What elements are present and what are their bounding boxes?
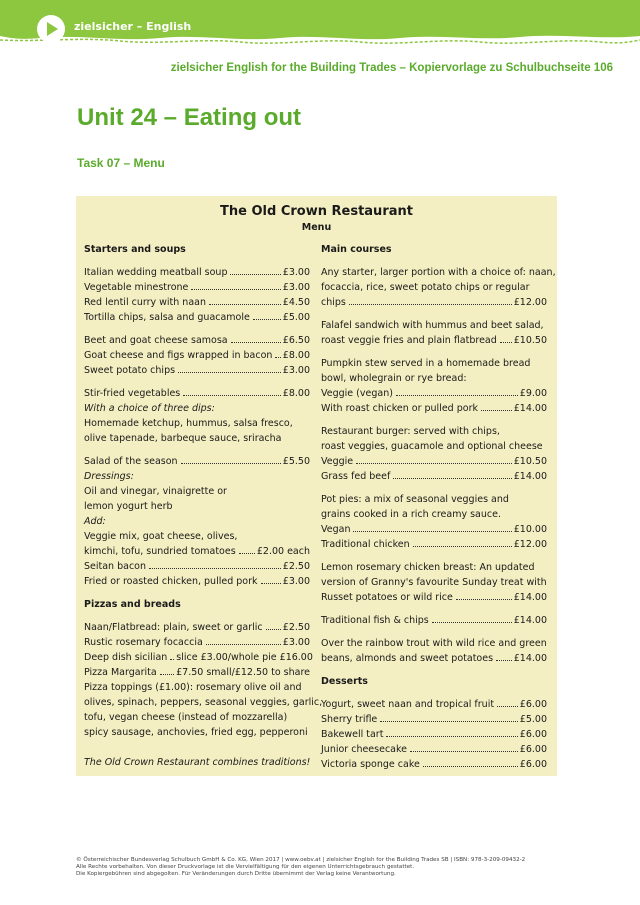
menu-item — [321, 699, 547, 711]
menu-item-price: £3.00 — [282, 267, 310, 278]
menu-item-price: £3.00 — [282, 365, 310, 376]
menu-item-name: Stir-fried vegetables — [84, 388, 181, 399]
menu-section-heading: Pizzas and breads — [84, 599, 181, 610]
menu-item — [321, 403, 547, 415]
menu-item — [321, 653, 547, 665]
dot-leader — [160, 674, 174, 675]
menu-item — [321, 456, 547, 468]
menu-text: Dressings: — [84, 471, 134, 482]
menu-item-name: beans, almonds and sweet potatoes — [321, 653, 494, 664]
dot-leader — [253, 319, 281, 320]
menu-item-name: roast veggie fries and plain flatbread — [321, 335, 497, 346]
dot-leader — [410, 751, 518, 752]
menu-item-name: kimchi, tofu, sundried tomatoes — [84, 546, 236, 557]
menu-item — [321, 524, 547, 536]
menu-text: lemon yogurt herb — [84, 501, 173, 512]
menu-item-name: Salad of the season — [84, 456, 178, 467]
menu-item-price: £3.00 — [282, 637, 310, 648]
menu-item — [84, 561, 310, 573]
menu-item-price: £10.50 — [513, 456, 547, 467]
dot-leader — [170, 659, 174, 660]
logo-badge — [37, 15, 65, 43]
menu-item-price: £7.50 small/£12.50 to share — [176, 667, 310, 678]
menu-item-name: Italian wedding meatball soup — [84, 267, 228, 278]
menu-item-price: £2.50 — [282, 622, 310, 633]
dot-leader — [393, 478, 511, 479]
menu-item-name: Sweet potato chips — [84, 365, 176, 376]
menu-item-name: Goat cheese and figs wrapped in bacon — [84, 350, 273, 361]
menu-text: version of Granny's favourite Sunday treat with — [321, 577, 547, 588]
menu-item-price: £6.50 — [282, 335, 310, 346]
menu-text: Any starter, larger portion with a choice of: naan, — [321, 267, 556, 278]
menu-section-heading: Desserts — [321, 676, 368, 687]
menu-item — [84, 576, 310, 588]
menu-text: The Old Crown Restaurant combines traditions! — [84, 757, 311, 768]
menu-text: Restaurant burger: served with chips, — [321, 426, 500, 437]
menu-item-name: Traditional fish & chips — [321, 615, 429, 626]
menu-text: spicy sausage, anchovies, fried egg, pepperoni — [84, 727, 308, 738]
menu-item-name: Red lentil curry with naan — [84, 297, 206, 308]
menu-item-price: £6.00 — [519, 759, 547, 770]
dot-leader — [261, 583, 281, 584]
brand-name: zielsicher – English — [74, 20, 192, 33]
menu-item-price: £12.00 — [513, 297, 547, 308]
menu-text: Pot pies: a mix of seasonal veggies and — [321, 494, 509, 505]
menu-item-name: Tortilla chips, salsa and guacamole — [84, 312, 250, 323]
menu-item — [84, 388, 310, 400]
menu-text: roast veggies, guacamole and optional cheese — [321, 441, 543, 452]
menu-item-name: With roast chicken or pulled pork — [321, 403, 478, 414]
dot-leader — [481, 410, 512, 411]
menu-item-name: Sherry trifle — [321, 714, 378, 725]
menu-item-name: Rustic rosemary focaccia — [84, 637, 203, 648]
footer-line: Alle Rechte vorbehalten. Von dieser Druckvorlage ist die Vervielfältigung für den eigenen Unterrichtsgebrauch gestattet. — [76, 864, 415, 870]
play-icon — [37, 15, 65, 43]
menu-item-name: Naan/Flatbread: plain, sweet or garlic — [84, 622, 263, 633]
dot-leader — [380, 721, 518, 722]
menu-item — [321, 592, 547, 604]
menu-item — [84, 667, 310, 679]
menu-item-price: £9.00 — [519, 388, 547, 399]
dot-leader — [396, 395, 518, 396]
menu-item-name: Junior cheesecake — [321, 744, 408, 755]
dot-leader — [349, 304, 512, 305]
menu-text: focaccia, rice, sweet potato chips or regular — [321, 282, 530, 293]
menu-item — [84, 282, 310, 294]
menu-item — [321, 759, 547, 771]
menu-item-name: Deep dish sicilian — [84, 652, 168, 663]
menu-item-price: £5.50 — [282, 456, 310, 467]
menu-item-name: Russet potatoes or wild rice — [321, 592, 453, 603]
menu-text: Pumpkin stew served in a homemade bread — [321, 358, 531, 369]
menu-text: Veggie mix, goat cheese, olives, — [84, 531, 238, 542]
dot-leader — [353, 531, 511, 532]
menu-item — [321, 729, 547, 741]
menu-item — [84, 652, 313, 664]
dot-leader — [386, 736, 517, 737]
menu-item-price: £10.00 — [513, 524, 547, 535]
menu-item-name: Beet and goat cheese samosa — [84, 335, 228, 346]
dot-leader — [266, 629, 281, 630]
menu-item — [84, 350, 310, 362]
dot-leader — [178, 372, 281, 373]
menu-item-price: £3.00 — [282, 576, 310, 587]
dot-leader — [209, 304, 281, 305]
menu-item — [84, 546, 310, 558]
menu-item — [84, 267, 310, 279]
menu-item-price: £6.00 — [519, 699, 547, 710]
menu-item-price: £6.00 — [519, 729, 547, 740]
menu-item-price: £3.00 — [282, 282, 310, 293]
menu-item — [84, 297, 310, 309]
menu-text: bowl, wholegrain or rye bread: — [321, 373, 467, 384]
dot-leader — [413, 546, 512, 547]
menu-text: Lemon rosemary chicken breast: An updated — [321, 562, 535, 573]
dot-leader — [497, 706, 518, 707]
menu-item-price: £14.00 — [513, 653, 547, 664]
dot-leader — [496, 660, 512, 661]
menu-item — [84, 456, 310, 468]
dot-leader — [231, 342, 281, 343]
menu-item-name: Veggie (vegan) — [321, 388, 393, 399]
menu-item-name: Grass fed beef — [321, 471, 391, 482]
menu-item-price: £4.50 — [282, 297, 310, 308]
menu-section-heading: Starters and soups — [84, 244, 186, 255]
menu-item-price: £2.50 — [282, 561, 310, 572]
dot-leader — [432, 622, 512, 623]
dot-leader — [456, 599, 512, 600]
dot-leader — [181, 463, 281, 464]
footer-line: © Österreichischer Bundesverlag Schulbuch GmbH & Co. KG, Wien 2017 | www.oebv.at | zielsicher English for the Building Trades SB | ISBN: 978-3-209-09432-2 — [76, 857, 526, 863]
menu-item — [321, 744, 547, 756]
menu-item-name: Bakewell tart — [321, 729, 384, 740]
dot-leader — [206, 644, 281, 645]
menu-text: Add: — [84, 516, 106, 527]
menu-section-heading: Main courses — [321, 244, 392, 255]
menu-card — [76, 196, 557, 776]
menu-item — [321, 297, 547, 309]
restaurant-name: The Old Crown Restaurant — [220, 204, 413, 219]
menu-item-price: £10.50 — [513, 335, 547, 346]
menu-item-price: £5.00 — [519, 714, 547, 725]
menu-item — [84, 365, 310, 377]
menu-text: grains cooked in a rich creamy sauce. — [321, 509, 501, 520]
menu-item-name: chips — [321, 297, 346, 308]
menu-item-price: £14.00 — [513, 471, 547, 482]
dot-leader — [275, 357, 280, 358]
menu-item — [84, 622, 310, 634]
menu-item — [321, 471, 547, 483]
menu-item — [84, 637, 310, 649]
menu-subtitle: Menu — [301, 222, 332, 233]
menu-item — [321, 388, 547, 400]
menu-item-price: £6.00 — [519, 744, 547, 755]
dot-leader — [149, 568, 281, 569]
menu-text: Falafel sandwich with hummus and beet salad, — [321, 320, 544, 331]
menu-item — [84, 312, 310, 324]
menu-item — [321, 714, 547, 726]
menu-item — [321, 335, 547, 347]
menu-item-name: Victoria sponge cake — [321, 759, 420, 770]
footer-line: Die Kopiergebühren sind abgegolten. Für Veränderungen durch Dritte übernimmt der Verlag keine Verantwortung. — [76, 871, 396, 877]
menu-item-price: £8.00 — [282, 388, 310, 399]
menu-text: Over the rainbow trout with wild rice and green — [321, 638, 547, 649]
dot-leader — [500, 342, 512, 343]
menu-item-name: Vegetable minestrone — [84, 282, 189, 293]
menu-text: Homemade ketchup, hummus, salsa fresco, — [84, 418, 293, 429]
dot-leader — [423, 766, 518, 767]
menu-item-name: Veggie — [321, 456, 354, 467]
menu-text: With a choice of three dips: — [84, 403, 215, 414]
menu-item-name: Pizza Margarita — [84, 667, 157, 678]
menu-text: Pizza toppings (£1.00): rosemary olive oil and — [84, 682, 302, 693]
menu-item-name: Vegan — [321, 524, 351, 535]
menu-item-price: slice £3.00/whole pie £16.00 — [176, 652, 313, 663]
menu-item — [84, 335, 310, 347]
dot-leader — [230, 274, 280, 275]
menu-text: olives, spinach, peppers, seasonal veggies, garlic, — [84, 697, 323, 708]
menu-item-price: £8.00 — [282, 350, 310, 361]
menu-item-name: Traditional chicken — [321, 539, 410, 550]
menu-item — [321, 615, 547, 627]
menu-text: Oil and vinegar, vinaigrette or — [84, 486, 227, 497]
menu-text: olive tapenade, barbeque sauce, sriracha — [84, 433, 282, 444]
menu-item-price: £14.00 — [513, 615, 547, 626]
menu-item-price: £12.00 — [513, 539, 547, 550]
menu-item-price: £5.00 — [282, 312, 310, 323]
dot-leader — [356, 463, 512, 464]
menu-item-price: £14.00 — [513, 403, 547, 414]
dot-leader — [183, 395, 281, 396]
dot-leader — [191, 289, 280, 290]
copyright-footer — [76, 857, 616, 878]
header-subtitle: zielsicher English for the Building Trades – Kopiervorlage zu Schulbuchseite 106 — [170, 62, 613, 74]
task-label: Task 07 – Menu — [77, 156, 165, 170]
menu-item — [321, 539, 547, 551]
menu-item-price: £14.00 — [513, 592, 547, 603]
menu-item-name: Seitan bacon — [84, 561, 147, 572]
menu-item-price: £2.00 each — [256, 546, 310, 557]
menu-item-name: Fried or roasted chicken, pulled pork — [84, 576, 258, 587]
menu-item-name: Yogurt, sweet naan and tropical fruit — [321, 699, 495, 710]
dot-leader — [239, 553, 255, 554]
menu-text: tofu, vegan cheese (instead of mozzarella) — [84, 712, 288, 723]
page-title: Unit 24 – Eating out — [77, 104, 302, 131]
